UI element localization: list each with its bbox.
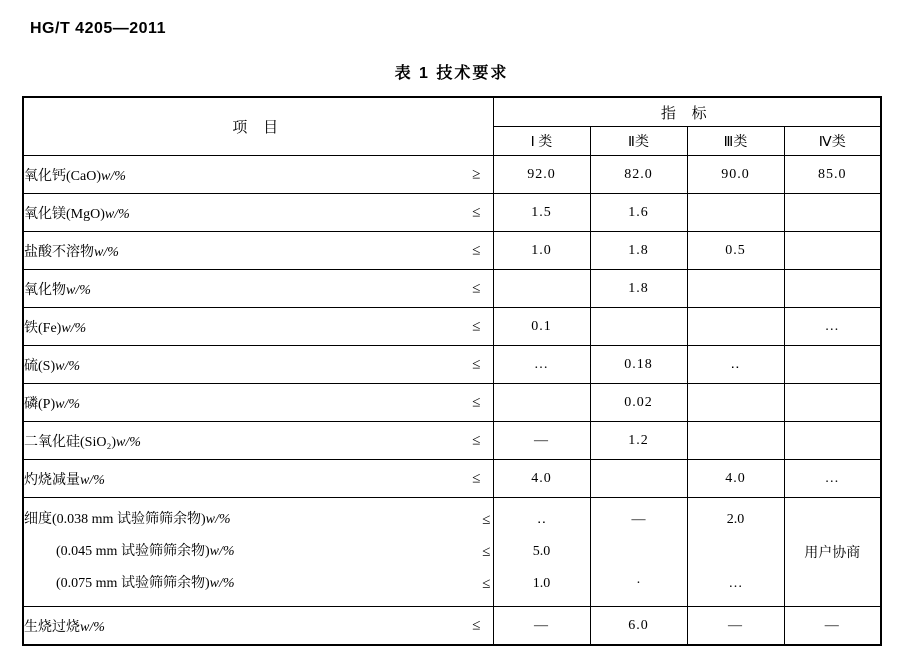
row-label-mgo: [23, 194, 493, 232]
fineness-values-class-2: [590, 498, 687, 607]
cell-value: [687, 194, 784, 232]
fineness-label-3: (0.075 mm 试验筛筛余物): [56, 576, 210, 591]
cell-value: [688, 536, 784, 568]
fineness-value-class-4: 用户协商: [784, 498, 881, 607]
table-title: 表 1 技术要求: [394, 65, 509, 82]
row-label-loss-on-ignition: [23, 460, 493, 498]
row-operator: ≤: [472, 318, 481, 334]
row-label-text: 氧化钙(CaO): [24, 168, 101, 184]
cell-value: —: [493, 607, 590, 646]
cell-value: ‥: [687, 346, 784, 384]
cell-value: 92.0: [493, 156, 590, 194]
fineness-unit-1: w/%: [205, 512, 231, 527]
cell-value: —: [687, 607, 784, 646]
cell-value: —: [784, 607, 881, 646]
table-row: [23, 156, 881, 194]
row-operator: ≤: [472, 204, 481, 220]
cell-value: [784, 232, 881, 270]
table-row: [23, 607, 881, 646]
row-label-fineness: [23, 498, 493, 607]
cell-value: [784, 346, 881, 384]
row-label-sulfur: [23, 346, 493, 384]
cell-value: 1.2: [590, 422, 687, 460]
cell-value: [784, 422, 881, 460]
fineness-values-class-1: [493, 498, 590, 607]
cell-value: 0.02: [590, 384, 687, 422]
cell-value: [687, 384, 784, 422]
cell-value: 0.1: [493, 308, 590, 346]
cell-value: [493, 270, 590, 308]
table-row: [23, 232, 881, 270]
cell-value: …: [493, 346, 590, 384]
fineness-unit-2: w/%: [209, 544, 235, 559]
row-operator: ≤: [472, 432, 481, 448]
header-class-3: Ⅲ类: [687, 127, 784, 156]
row-label-oxide: [23, 270, 493, 308]
table-row: [23, 346, 881, 384]
cell-value: [591, 536, 687, 568]
row-label-acid-insoluble: [23, 232, 493, 270]
fineness-line-1: [24, 504, 493, 536]
cell-value: 1.6: [590, 194, 687, 232]
row-label-phosphorus: [23, 384, 493, 422]
cell-value: —: [631, 512, 646, 527]
header-class-2: Ⅱ类: [590, 127, 687, 156]
cell-value: 0.5: [687, 232, 784, 270]
table-row-fineness: [23, 498, 881, 607]
cell-value: 1.8: [590, 232, 687, 270]
table-row: [23, 384, 881, 422]
header-item-column: 项 目: [23, 97, 493, 156]
row-unit-text: w/%: [80, 619, 105, 635]
cell-value: 2.0: [726, 512, 745, 527]
cell-value: 4.0: [493, 460, 590, 498]
cell-value: [590, 460, 687, 498]
row-label-iron: [23, 308, 493, 346]
cell-value: 1.5: [493, 194, 590, 232]
row-label-cao: [23, 156, 493, 194]
cell-value: 90.0: [687, 156, 784, 194]
technical-requirements-table: [22, 96, 882, 646]
cell-value: [784, 270, 881, 308]
row-label-silica: [23, 422, 493, 460]
row-operator: ≥: [472, 166, 481, 182]
fineness-values-class-3: [687, 498, 784, 607]
cell-value: [687, 422, 784, 460]
fineness-label-2: (0.045 mm 试验筛筛余物): [56, 544, 210, 559]
row-label-text: 灼烧减量: [24, 472, 80, 488]
cell-value: [590, 308, 687, 346]
row-operator: ≤: [472, 242, 481, 258]
row-label-text: 氧化物: [24, 282, 66, 298]
cell-value: 5.0: [532, 544, 551, 559]
table-row: [23, 308, 881, 346]
fineness-line-3: [24, 568, 493, 600]
fineness-label-1: 细度(0.038 mm 试验筛筛余物): [24, 512, 206, 527]
row-operator: ≤: [472, 280, 481, 296]
table-row: [23, 270, 881, 308]
row-unit-text: w/%: [116, 434, 141, 450]
cell-value: …: [784, 308, 881, 346]
row-operator: ≤: [472, 617, 481, 633]
header-index-group: 指 标: [493, 97, 881, 127]
row-label-text: 氧化镁(MgO): [24, 206, 105, 222]
row-label-text: 盐酸不溶物: [24, 244, 94, 260]
row-label-text: 生烧过烧: [24, 619, 80, 635]
cell-value: 1.0: [493, 232, 590, 270]
header-class-4: Ⅳ类: [784, 127, 881, 156]
cell-value: [784, 194, 881, 232]
fineness-operator-1: ≤: [482, 512, 491, 528]
spec-table-container: [22, 96, 880, 646]
fineness-operator-2: ≤: [482, 544, 491, 560]
cell-value: 1.8: [590, 270, 687, 308]
cell-value: 1.0: [532, 576, 551, 591]
fineness-line-2: [24, 536, 493, 568]
row-unit-text: w/%: [55, 396, 81, 412]
table-row: [23, 422, 881, 460]
cell-value: 85.0: [784, 156, 881, 194]
row-unit-text: w/%: [55, 358, 81, 374]
cell-value: 82.0: [590, 156, 687, 194]
table-header-row-1: [23, 97, 881, 127]
fineness-operator-3: ≤: [482, 576, 491, 592]
cell-value: [687, 308, 784, 346]
cell-value: [493, 384, 590, 422]
row-label-underburnt-overburnt: [23, 607, 493, 646]
row-unit-text: w/%: [101, 168, 126, 184]
row-unit-text: w/%: [104, 206, 130, 222]
cell-value: 6.0: [590, 607, 687, 646]
header-class-1: Ⅰ 类: [493, 127, 590, 156]
table-row: [23, 460, 881, 498]
row-unit-text: w/%: [80, 472, 105, 488]
cell-value: [784, 384, 881, 422]
cell-value: …: [784, 460, 881, 498]
cell-value: ‥: [536, 512, 547, 527]
cell-value: 4.0: [687, 460, 784, 498]
row-unit-text: w/%: [66, 282, 91, 298]
row-label-text: 二氧化硅(SiO₂): [24, 434, 116, 450]
row-label-text: 磷(P): [24, 396, 56, 412]
cell-value: ·: [636, 576, 641, 591]
cell-value: —: [493, 422, 590, 460]
row-label-text: 硫(S): [24, 358, 56, 374]
fineness-unit-3: w/%: [209, 576, 235, 591]
row-operator: ≤: [472, 356, 481, 372]
cell-value: …: [728, 576, 743, 591]
cell-value: [687, 270, 784, 308]
row-unit-text: w/%: [61, 320, 87, 336]
row-operator: ≤: [472, 394, 481, 410]
row-operator: ≤: [472, 470, 481, 486]
standard-code: HG/T 4205—2011: [30, 20, 166, 37]
row-label-text: 铁(Fe): [24, 320, 62, 336]
table-row: [23, 194, 881, 232]
row-unit-text: w/%: [94, 244, 119, 260]
cell-value: 0.18: [590, 346, 687, 384]
